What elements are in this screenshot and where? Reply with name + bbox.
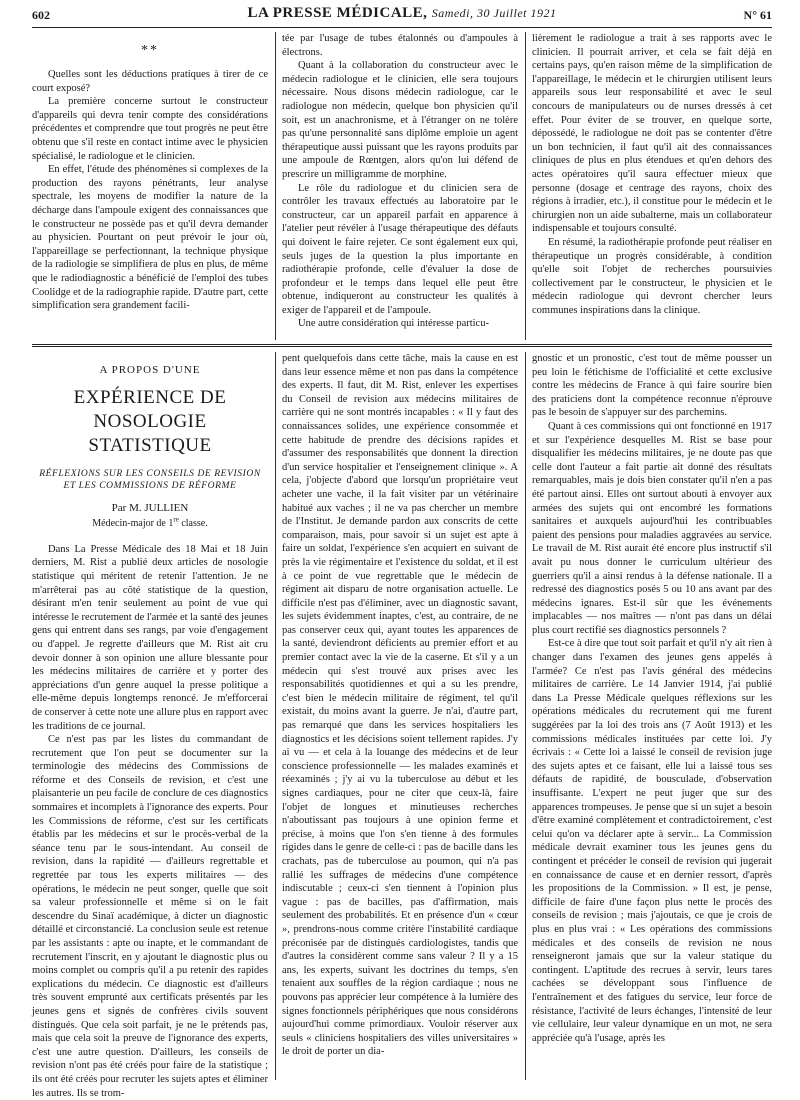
paragraph: Le rôle du radiologue et du clinicien sera de contrôler les travaux effectués au laboratoire par le constructeur, car un appareil parfait en apparence à l'atelier peut révéler à l'usage thérapeutique des défauts qui doivent le faire rejeter. Ce sont également eux qui, seuls juges de la question la plus importante en radiothérapie profonde, celle d'évaluer la dose de profondeur et le temps dans lequel elle peut être obtenue, indiqueront au constructeur les qualités à exiger de l'appareil et de l'ampoule. [282, 182, 518, 316]
paragraph: Dans La Presse Médicale des 18 Mai et 18 Juin derniers, M. Rist a publié deux articles de nosologie statistique qui méritent de retenir l'attention. Je ne m'arrêterai pas au côté statistique de la question, désirant m'en tenir seulement au point de vue qui intéresse le recrutement de l'armée et la santé des jeunes gens qui entrent dans ses rangs, par voie d'engagement ou d'appel. Je regrette d'ailleurs que M. Rist ait cru devoir donner à son opinion une allure blessante pour les médecins militaires de carrière et y porter des appréciations d'un genre auquel la presse politique a elle-même depuis longtemps renoncé. Je m'efforcerai de conserver à cette note une allure plus en rapport avec les traditions de ce journal. [32, 543, 268, 732]
issue-number: N° 61 [743, 8, 772, 22]
page-number: 602 [32, 8, 50, 22]
paragraph: En résumé, la radiothérapie profonde peut réaliser en thérapeutique un progrès considérable, à condition qu'elle soit l'objet de recherches poursuivies collectivement par le constructeur, le physicien et le médecin radiologue qui devront chercher leurs communes inspirations dans la clinique. [532, 236, 772, 316]
article-kicker: A PROPOS D'UNE [99, 364, 201, 376]
paragraph: lièrement le radiologue a trait à ses rapports avec le clinicien. Il pourrait arriver, et cela se fait déjà en certains pays, qu'en raison même de la simplification de l'appareillage, le médecin et le chirurgien utilisent leurs appareils sous leur responsabilité et avec le seul concours de manipulateurs ou de nurses dressés à cet effet. Pour éviter de se trouver, en quelque sorte, dépossédé, le radiologue ne doit pas se contenter d'être un bon technicien, il faut qu'il ait des connaissances cliniques de plus en plus étendues et qu'en dehors des actes opératoires qu'il saura effectuer mieux que personne (dosage et centrage des rayons, choix des régions à irradier, etc.), il constitue pour le médecin et le chirurgien non un aide subalterne, mais un collaborateur indispensable et toujours consulté. [532, 33, 772, 235]
author-role [32, 517, 268, 531]
column-divider [525, 352, 526, 1080]
article-subtitle-line-2: ET LES COMMISSIONS DE RÉFORME [63, 480, 237, 491]
paragraph: Ce n'est pas par les listes du commandant de recrutement que l'on peut se documenter sur la terminologie des médecins des Commissions de réforme et des Conseils de revision, et c'est une plaisanterie un peu facile de conclure de ces diagnostics sommaires et incomplets à l'ignorance des experts. Pour les Commissions de réforme, c'est sur les certificats établis par les médecins et sur le procès-verbal de la séance tenu par le sous-intendant. Au conseil de revision, dans la rapidité — d'ailleurs regrettable et regrettée par tous les experts militaires — des opérations, le médecin ne peut songer, quelle que soit sa valeur professionnelle et même si on le fait descendre du Sinaï académique, à dicter un diagnostic détaillé et circonstancié. La conclusion seule est retenue par les assistants : apte ou inapte, et le commandant de recrutement l'inscrit, en y ajoutant le diagnostic plus ou moins complet ou compris qu'il a pu retenir des rapides explications du médecin. Ce diagnostic est d'ailleurs très souvent emprunté aux certificats présentés par les jeunes gens et signés de confrères civils souvent distingués. Que cela soit parfait, je ne le prétends pas, mais que cela soit la preuve de l'ignorance des experts, c'est une autre question. D'ailleurs, les conseils de revision n'ont pas été créés pour faire de la statistique ; ils ont été créés pour recruter les sujets aptes et éliminer les autres. Ils se trom- [32, 734, 268, 1099]
page-header [32, 0, 772, 26]
paragraph: pent quelquefois dans cette tâche, mais la cause en est dans leur essence même et non pas dans la compétence des experts. Il faut, dit M. Rist, enlever les expertises du Conseil de revision aux médecins militaires de carrière qui ne sont montrés incapables : « Il y faut des connaissances solides, une expérience consommée et cette habitude de prendre des décisions rapides et d'assumer des responsabilités que donnent la direction d'un service hospitalier et l'enseignement clinique ». A cela, j'objecte d'abord que lorsqu'un propriétaire veut acheter une vache, il la fait visiter par un vétérinaire habitué aux vaches ; il ne va pas chercher un membre de l'Institut. Je demande pardon aux conscrits de cette comparaison, mais, pour savoir si un sujet est apte à faire un soldat, l'expérience s'en acquiert en suivant de près la vie régimentaire et l'existence du soldat, et il est à ce point de vue regrettable que le médecin de régiment ait disparu de notre organisation actuelle. Le difficile n'est pas d'éliminer, avec un diagnostic savant, les sujets évidemment inaptes, c'est, au contraire, de ne pas conserver ceux qui, ayant toutes les apparences de la santé, deviendront déficients au premier effort et au premier contact avec la vie de la caserne. Et s'il y a un médecin qui s'est trouvé aux prises avec les responsabilités quotidiennes et qui a su les prendre, c'est bien le médecin militaire de régiment, tel qu'il existait, du moins avant la guerre. Je n'ai, d'autre part, pas remarqué que dans les services hospitaliers les diagnostics et les décisions soient tellement rapides. J'y ai vu — et cela à la louange des médecins et de leur conscience professionnelle — les malades examinés et réexaminés ; j'y ai vu la tuberculose au début et les signes cardiaques, pour ne citer que ceux-là, faire l'objet de longues et minutieuses recherches n'aboutissant pas toujours à une opinion ferme et précise, à moins que l'on s'en tienne à des formules rigides dans le genre de celle-ci : pas de bacille dans les crachats, pas de tuberculose au poumon, qui n'a pas rallié les suffrages de médecins d'une compétence indiscutable ; ceux-ci s'en tiennent à l'opinion plus vague : pas de bacilles, pas d'affirmation, mais seulement des probabilités. Et en présence d'un « cœur », prendrons-nous comme critère l'instabilité cardiaque préconisée par de distingués cardiologistes, tandis que d'autres la considèrent comme sans valeur ? Il y a 15 ans, les experts, suivant les doctrines du temps, s'en tenaient aux souffles de la région cardiaque ; nous ne pouvons pas apprécier leur compétence à la lumière des signes fonctionnels périphériques que nous considérons aujourd'hui comme primordiaux. Vouloir réserver aux seuls « cliniciens hospitaliers des villes universitaires » le droit de porter un dia- [282, 353, 518, 1058]
top-column-1 [32, 36, 268, 340]
article-column-3 [532, 352, 772, 1080]
section-asterism: ** [141, 43, 159, 58]
article-separator [32, 344, 772, 347]
top-column-2 [282, 32, 518, 340]
journal-title: LA PRESSE MÉDICALE, [247, 5, 428, 21]
paragraph: Une autre considération qui intéresse particu- [298, 318, 489, 330]
paragraph: Quant à la collaboration du constructeur avec le médecin radiologue et le clinicien, elle sera toujours nécessaire. Nous disons médecin radiologue, car le radiologue non médecin, quelque bon physicien qu'il soit, est un anachronisme, et à l'étranger on ne tolère pas qu'une personnalité sans diplôme emploie un agent thérapeutique aussi puissant que les rayons produits par une ampoule de Rœntgen, alors qu'on lui défend de prescrire un milligramme de morphine. [282, 60, 518, 180]
journal-masthead [32, 5, 772, 22]
author-role-text: Médecin-major de 1 [92, 518, 174, 530]
paragraph: tée par l'usage de tubes étalonnés ou d'ampoules à électrons. [282, 33, 518, 58]
column-divider [275, 352, 276, 1080]
article-subtitle-line-1: RÉFLEXIONS SUR LES CONSEILS DE REVISION [39, 468, 261, 479]
issue-date: Samedi, 30 Juillet 1921 [431, 6, 557, 20]
article-title-line-1: EXPÉRIENCE DE NOSOLOGIE [73, 386, 227, 432]
article-author: Par M. JULLIEN [111, 501, 189, 514]
column-divider [275, 32, 276, 340]
author-role-suffix: classe. [178, 518, 208, 530]
paragraph: gnostic et un pronostic, c'est tout de même pousser un peu loin le fétichisme de l'officialité et cette exclusive contre les médecins de France à qui faire sourire bien des praticiens dont la compétence reconnue n'éprouve pas le besoin de s'appuyer sur des parchemins. [532, 353, 772, 419]
paragraph: La première concerne surtout le constructeur d'appareils qui devra tenir compte des considérations précédentes et comprendre que tout progrès ne peut être obtenu que s'il reste en contact intime avec le physicien spécialisé, le radiologue et le clinicien. [32, 96, 268, 162]
paragraph: Quelles sont les déductions pratiques à tirer de ce court exposé? [32, 69, 268, 94]
paragraph: Est-ce à dire que tout soit parfait et qu'il n'y ait rien à changer dans l'examen des jeunes gens appelés à l'armée? Ce n'est pas l'avis général des médecins militaires de carrière. Le 14 Janvier 1914, j'ai publié dans La Presse Médicale quelques réflexions sur les opérations médicales du recrutement qui me furent suggérées par la loi des trois ans (7 Août 1913) et les commissions médicales instituées par cette loi. J'y écrivais : « Cette loi a laissé le conseil de revision juge des sujets aptes et ce faisant, elle lui a laissé tous ses défauts de rapidité, de bousculade, d'observation insuffisante. L'expert ne peut juger que sur des apparences trompeuses. Je pense que si un sujet a besoin d'être examiné complètement et contradictoirement, c'est celui qu'on va déclarer apte à servir... La Commission médicale devrait examiner tous les jeunes gens du contingent et précéder le conseil de revision qui jugerait en connaissance de cause et en dernier ressort, d'après les propositions de la Commission. » Il est, je pense, difficile de faire d'une façon plus nette le procès des conseils de revision ; mais j'ajoutais, ce que je crois de plus en plus vrai : « Les opérations des commissions médicales et des conseils de revision ne nous renseigneront jamais que sur la valeur statique du contingent. L'aptitude des recrues à servir, leurs tares cachées se développant sous l'influence de l'entraînement et des fatigues du service, leur force de résistance, l'activité de leurs échanges, l'intensité de leur vie cellulaire, leur valeur dynamique en un mot, ne sera appréciée qu'à l'usage, après les [532, 638, 772, 1044]
paragraph: Quant à ces commissions qui ont fonctionné en 1917 et sur l'expérience desquelles M. Rist se base pour disqualifier les médecins militaires, je ne doute pas que celle dont l'auteur a fait partie ait donné des résultats remarquables, mais je dois bien constater qu'il n'en a pas été partout ainsi. Elles ont surtout abouti à envoyer aux armées des sujets qui ont encombré les formations sanitaires et auxquels aujourd'hui les contribuables paient des pensions pour maladies aggravées au service. Le travail de M. Rist aurait été encore plus instructif s'il avait pu nous donner le curriculum ultérieur des guerriers qu'il a ainsi rendus à la défense nationale. Il a redressé des diagnostics posés 5 ou 10 ans avant par des médecins ignares. Est-il sûr que les événements implacables — nos maîtres — n'ont pas dans un délai plus court rectifié ses diagnostics personnels ? [532, 420, 772, 636]
author-role-sup: re [173, 515, 179, 524]
article-column-1 [32, 352, 268, 1099]
paragraph: En effet, l'étude des phénomènes si complexes de la production des rayons pénétrants, leur analyse spectrale, les moyens de modifier la nature de la décharge dans l'ampoule exigent des connaissances que le constructeur ne possède pas et qu'il devra demander au physicien. Pourtant on peut prévoir le jour où, l'appareillage se perfectionnant, la technique physique de la radiologie se simplifiera de plus en plus, de même que le radiodiagnostic a bénéficié de l'emploi des tubes Coolidge et de la radiographie rapide. D'autre part, cette simplification sera grandement facili- [32, 164, 268, 312]
article-column-2 [282, 352, 518, 1080]
column-divider [525, 32, 526, 340]
top-column-3 [532, 32, 772, 340]
article-title-line-2: STATISTIQUE [88, 434, 212, 456]
header-rule [32, 27, 772, 28]
